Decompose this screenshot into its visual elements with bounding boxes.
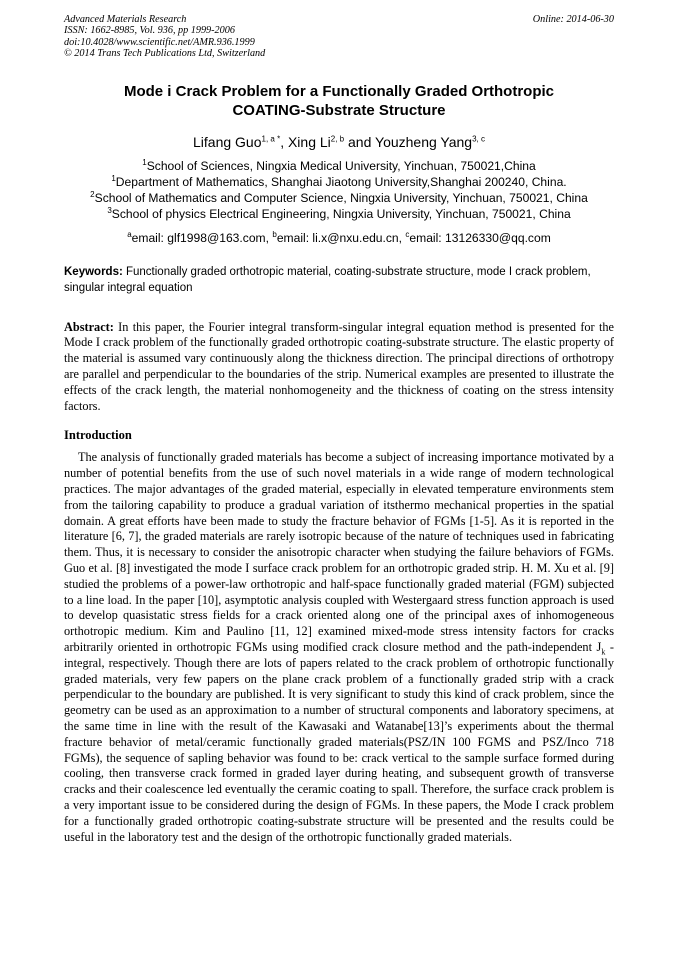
- abstract-block: [64, 320, 614, 415]
- affiliation-sup: 2: [90, 190, 95, 199]
- email-sup: b: [272, 230, 277, 240]
- title-line-1: Mode i Crack Problem for a Functionally Graded Orthotropic: [123, 82, 555, 100]
- copyright-line: © 2014 Trans Tech Publications Ltd, Switzerland: [64, 48, 266, 60]
- affiliation: [64, 206, 614, 222]
- affiliation-text: School of Sciences, Ningxia Medical University, Yinchuan, 750021,China: [146, 158, 536, 173]
- abstract-label: Abstract:: [64, 319, 114, 334]
- affiliation-sup: 1: [111, 173, 116, 183]
- affiliation-text: School of physics Electrical Engineering, Ningxia University, Yinchuan, 750021, China: [111, 207, 571, 222]
- email-text: email: 13126330@qq.com: [409, 231, 551, 246]
- affiliation: [64, 158, 614, 174]
- affiliation-text: School of Mathematics and Computer Science, Ningxia University, Yinchuan, 750021, China: [94, 191, 588, 206]
- paper-title: [64, 82, 614, 120]
- email-list: [64, 230, 614, 246]
- author-name: Youzheng Yang: [375, 133, 473, 150]
- j-subscript: k: [601, 647, 606, 657]
- author-sup: 3, c: [472, 133, 485, 143]
- introduction-text-part-1: The analysis of functionally graded materials has become a subject of increasing importance motivated by a number of potential benefits from the use of such novel materials in a wide range of modern technological practices. The major advantages of the graded material, especially in elevated temperature environments stem from the tailoring capability to produce a gradual variation of itsthermo mechanical properties in the spatial domain. A great efforts have been made to study the fracture behavior of FGMs [1-5]. As it is reported in the literature [6, 7], the graded materials are rarely isotropic because of the nature of techniques used in fabricating them. Thus, it is necessary to consider the anisotropic character when studying the failure behaviors of FGMs. Guo et al. [8] investigated the mode I surface crack problem for an orthotropic graded strip. H. M. Xu et al. [9] studied the problems of a power-law orthotropic and half-space functionally graded material (FGM) subjected to a line load. In the paper [10], asymptotic analysis coupled with Westergaard stress function approach is used to develop quasistatic stress fields for a crack oriented along one of the principal axes of inhomogeneous orthotropic medium. Kim and Paulino [11, 12] examined mixed-mode stress intensity factors for cracks arbitrarily oriented in orthotropic FGMs using modified crack closure method and the path-independent J: [64, 450, 614, 654]
- title-line-2: COATING-Substrate Structure: [232, 101, 446, 119]
- section-heading-introduction: Introduction: [64, 428, 132, 443]
- email-text: email: li.x@nxu.edu.cn: [276, 231, 399, 246]
- email-separator: ,: [265, 231, 273, 246]
- affiliation-text: Department of Mathematics, Shanghai Jiaotong University,Shanghai 200240, China.: [115, 174, 567, 189]
- affiliation-sup: 3: [107, 206, 112, 216]
- doi-line: doi:10.4028/www.scientific.net/AMR.936.1999: [64, 36, 255, 48]
- online-date: Online: 2014-06-30: [532, 14, 614, 25]
- author-sup: 2, b: [330, 133, 345, 143]
- abstract-text: In this paper, the Fourier integral transform-singular integral equation method is presented for the Mode I crack problem of the functionally graded orthotropic coating-substrate structure. The elastic property of the material is assumed vary continuously along the thickness direction. The principal directions of orthotropy are parallel and perpendicular to the boundaries of the strip. Numerical examples are presented to illustrate the effects of the crack length, the material nonhomogeneity and the thickness of coating on the stress intensity factors.: [64, 319, 614, 413]
- author-list: [64, 133, 614, 151]
- author-name: Xing Li: [287, 133, 331, 150]
- email-sup: c: [405, 230, 410, 240]
- author-name: Lifang Guo: [193, 133, 262, 150]
- author-separator: ,: [280, 133, 288, 150]
- email-sup: a: [127, 230, 132, 240]
- affiliation: [64, 190, 614, 206]
- introduction-paragraph: [64, 450, 614, 845]
- author-sup: 1, a *: [261, 133, 281, 143]
- keywords-block: [64, 265, 614, 296]
- affiliation-sup: 1: [142, 157, 147, 167]
- email-text: email: glf1998@163.com: [131, 231, 266, 246]
- issn-line: ISSN: 1662-8985, Vol. 936, pp 1999-2006: [64, 25, 235, 37]
- journal-header: [64, 14, 614, 60]
- affiliation: [64, 174, 614, 190]
- keywords-text: Functionally graded orthotropic material, coating-substrate structure, mode I crack problem, singular integral equation: [64, 266, 591, 295]
- affiliation-list: [64, 158, 614, 223]
- keywords-label: Keywords:: [64, 266, 123, 279]
- email-separator: ,: [398, 231, 406, 246]
- journal-name: Advanced Materials Research: [64, 14, 187, 25]
- introduction-text-part-2: -integral, respectively. Though there are lots of papers related to the crack problem of orthotropic functionally graded materials, very few papers on the plane crack problem of a functionally graded strip with a crack perpendicular to the boundary are published. It is very significant to study this kind of crack problem, since the geometry can be used as an approximation to a number of structural components and laboratory specimens, at the same time in line with the result of the Kawasaki and Watanabe[13]’s experiments about the thermal fracture behavior of metal/ceramic functionally graded materials(PSZ/IN 100 FGMS and PSZ/Inco 718 FGMs), the sequence of sapling behavior was found to be: crack vertical to the sample surface formed during cooling, then transverse crack formed in graded layer during heating, and subsequent growth of transverse cracks and their coalescence led eventually the ceramic coating to spall. Therefore, the surface crack problem is a very important issue to be considered during the design of FGMs. In these papers, the Mode I crack problem for a functionally graded orthotropic coating-substrate structure will be presented and the results could be useful in the laboratory test and the design of the orthotropic functionally graded materials.: [64, 639, 614, 844]
- author-separator: and: [344, 133, 376, 150]
